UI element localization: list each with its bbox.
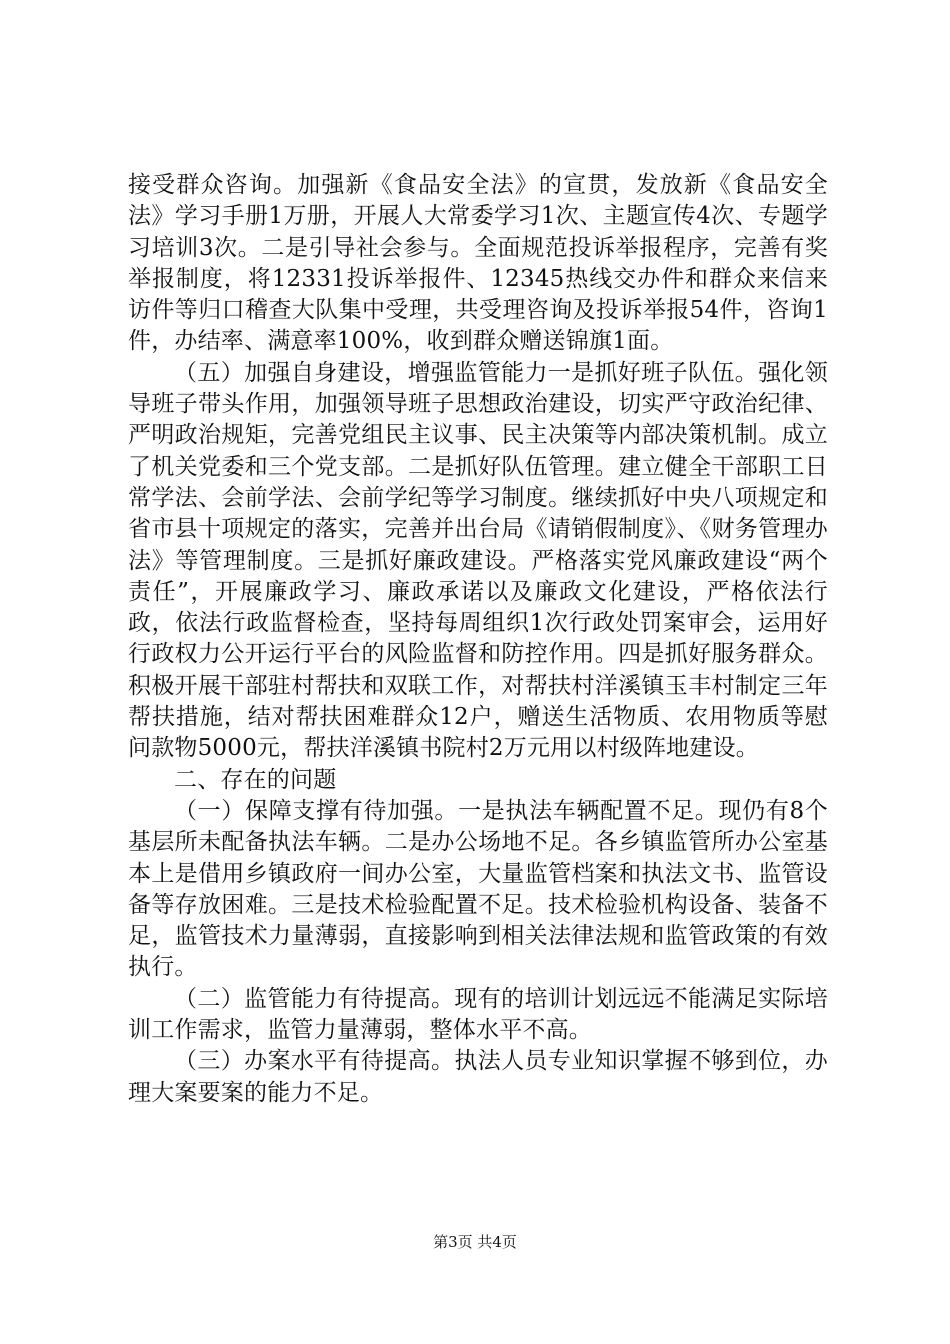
section-heading-problems: 二、存在的问题 (174, 766, 337, 793)
paragraph-support: （一）保障支撑有待加强。一是执法车辆配置不足。现仍有8个基层所未配备执法车辆。二是办公场地不足。各乡镇监管所办公室基本上是借用乡镇政府一间办公室，大量监管档案和执法文书、监管设备等存放困难。三是技术检验配置不足。技术检验机构设备、装备不足，监管技术力量薄弱，直接影响到相关法律法规和监管政策的有效执行。 (128, 797, 828, 981)
paragraph-self-building: （五）加强自身建设，增强监管能力一是抓好班子队伍。强化领导班子带头作用，加强领导班子思想政治建设，切实严守政治纪律、严明政治规矩，完善党组民主议事、民主决策等内部决策机制。成立了机关党委和三个党支部。二是抓好队伍管理。建立健全干部职工日常学法、会前学法、会前学纪等学习制度。继续抓好中央八项规定和省市县十项规定的落实，完善并出台局《请销假制度》、《财务管理办法》等管理制度。三是抓好廉政建设。严格落实党风廉政建设“两个责任”，开展廉政学习、廉政承诺以及廉政文化建设，严格依法行政，依法行政监督检查，坚持每周组织1次行政处罚案审会，运用好行政权力公开运行平台的风险监督和防控作用。四是抓好服务群众。积极开展干部驻村帮扶和双联工作，对帮扶村洋溪镇玉丰村制定三年帮扶措施，结对帮扶困难群众12户，赠送生活物质、农用物质等慰问款物5000元，帮扶洋溪镇书院村2万元用以村级阵地建设。 (128, 359, 828, 762)
document-body (128, 170, 828, 1109)
paragraph-capacity: （二）监管能力有待提高。现有的培训计划远远不能满足实际培训工作需求，监管力量薄弱，整体水平不高。 (128, 985, 828, 1044)
paragraph-continued: 接受群众咨询。加强新《食品安全法》的宣贯，发放新《食品安全法》学习手册1万册，开展人大常委学习1次、主题宣传4次、专题学习培训3次。二是引导社会参与。全面规范投诉举报程序，完善有奖举报制度，将12331投诉举报件、12345热线交办件和群众来信来访件等归口稽查大队集中受理，共受理咨询及投诉举报54件，咨询1件，办结率、满意率100%，收到群众赠送锦旗1面。 (128, 172, 828, 355)
paragraph-case-handling: （三）办案水平有待提高。执法人员专业知识掌握不够到位，办理大案要案的能力不足。 (128, 1048, 828, 1106)
page-footer: 第3页 共4页 (433, 1233, 517, 1251)
